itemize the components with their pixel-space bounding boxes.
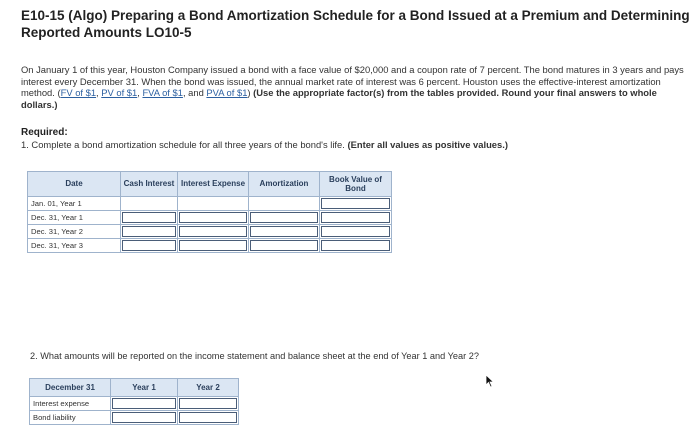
- header-interest-expense: Interest Expense: [178, 172, 249, 197]
- header-year-1: Year 1: [111, 379, 178, 397]
- header-year-2: Year 2: [178, 379, 239, 397]
- interest-expense-input[interactable]: [179, 240, 247, 251]
- amortization-schedule-table: [27, 171, 392, 253]
- cash-interest-input[interactable]: [122, 240, 176, 251]
- header-december-31: December 31: [30, 379, 111, 397]
- reported-amounts-table: [29, 378, 239, 425]
- table-row: [30, 411, 239, 425]
- bond-liability-year1-input[interactable]: [112, 412, 176, 423]
- link-pva-of-1[interactable]: PVA of $1: [206, 87, 248, 98]
- table-row: [28, 239, 392, 253]
- header-book-value: Book Value of Bond: [320, 172, 392, 197]
- row-label: Dec. 31, Year 1: [28, 211, 121, 225]
- table-row: [28, 197, 392, 211]
- interest-expense-year2-input[interactable]: [179, 398, 237, 409]
- mouse-cursor-icon: [485, 374, 495, 388]
- row-label: Dec. 31, Year 3: [28, 239, 121, 253]
- intro-text: On January 1 of this year, Houston Company issued a bond with a face value of $20,000 and a coupon rate of 7 percent. The bond matures in 3 years and pays interest every December 31. When the bond was issued, the annual market rate of interest was 6 percent. Houston uses the effective-interest amortization method. (: [21, 64, 684, 98]
- table-row: [28, 211, 392, 225]
- book-value-input[interactable]: [321, 240, 390, 251]
- problem-intro: On January 1 of this year, Houston Company issued a bond with a face value of $20,000 and a coupon rate of 7 percent. The bond matures in 3 years and pays interest every December 31. When the bond was issued, the annual market rate of interest was 6 percent. Houston uses the effective-interest amortization method. (FV of $1, PV of $1, FVA of $1, and PVA of $1) (Use the appropriate factor(s) from the tables provided. Round your final answers to whole dollars.): [21, 64, 684, 110]
- problem-title: E10-15 (Algo) Preparing a Bond Amortization Schedule for a Bond Issued at a Premium and Determining Reported Amounts LO10-5: [21, 8, 690, 40]
- required-heading: Required:: [21, 127, 68, 138]
- required-item-2: 2. What amounts will be reported on the income statement and balance sheet at the end of Year 1 and Year 2?: [30, 351, 479, 361]
- book-value-input[interactable]: [321, 226, 390, 237]
- row-label: Bond liability: [30, 411, 111, 425]
- link-fv-of-1[interactable]: FV of $1: [60, 87, 97, 98]
- cash-interest-input[interactable]: [122, 212, 176, 223]
- amortization-input[interactable]: [250, 212, 318, 223]
- row-label: Jan. 01, Year 1: [28, 197, 121, 211]
- interest-expense-year1-input[interactable]: [112, 398, 176, 409]
- interest-expense-input[interactable]: [179, 212, 247, 223]
- book-value-input[interactable]: [321, 198, 390, 209]
- row-label: Interest expense: [30, 397, 111, 411]
- required-item-1-note: (Enter all values as positive values.): [347, 139, 508, 150]
- amortization-input[interactable]: [250, 240, 318, 251]
- table-row: [28, 225, 392, 239]
- table-header-row: [28, 172, 392, 197]
- link-fva-of-1[interactable]: FVA of $1: [142, 87, 183, 98]
- intro-instructions: (Use the appropriate factor(s) from the tables provided. Round your final answers to whole dollars.): [21, 87, 657, 110]
- cash-interest-input[interactable]: [122, 226, 176, 237]
- book-value-input[interactable]: [321, 212, 390, 223]
- table-row: [30, 397, 239, 411]
- table-header-row: [30, 379, 239, 397]
- bond-liability-year2-input[interactable]: [179, 412, 237, 423]
- link-pv-of-1[interactable]: PV of $1: [101, 87, 138, 98]
- header-date: Date: [28, 172, 121, 197]
- header-amortization: Amortization: [249, 172, 320, 197]
- row-label: Dec. 31, Year 2: [28, 225, 121, 239]
- amortization-input[interactable]: [250, 226, 318, 237]
- header-cash-interest: Cash Interest: [121, 172, 178, 197]
- interest-expense-input[interactable]: [179, 226, 247, 237]
- required-item-1: 1. Complete a bond amortization schedule for all three years of the bond's life. (Enter all values as positive values.): [21, 139, 508, 150]
